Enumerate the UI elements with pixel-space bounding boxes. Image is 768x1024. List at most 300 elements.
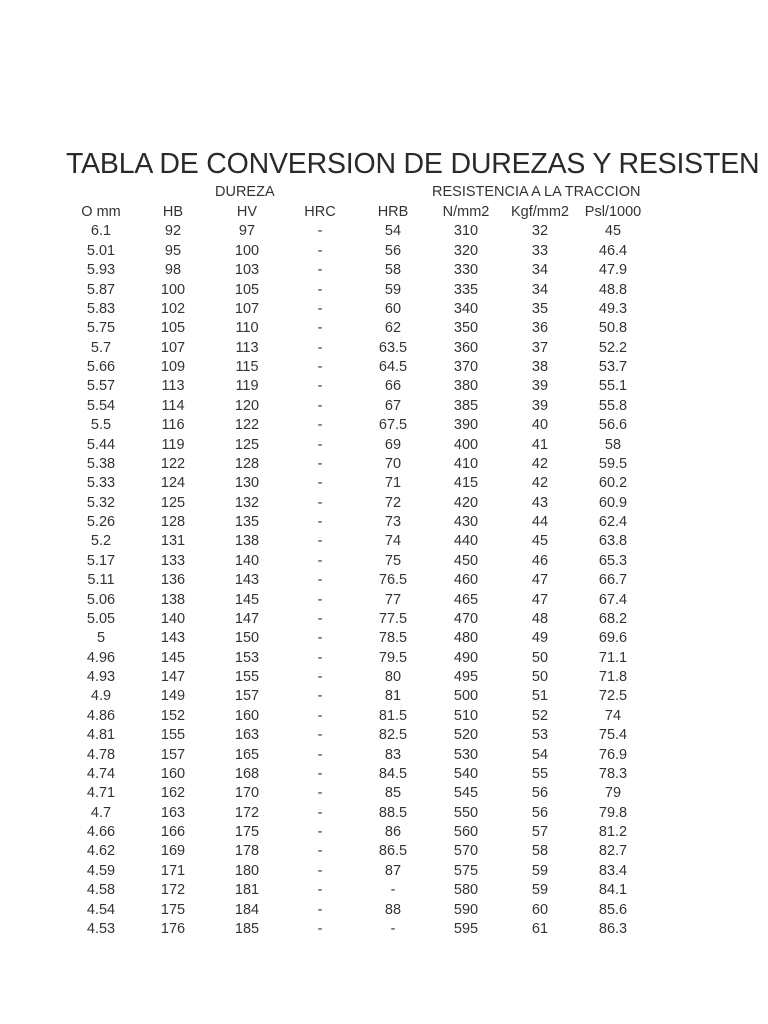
table-cell-hb: 98 [164, 262, 182, 279]
group-label-resistencia: RESISTENCIA A LA TRACCION [432, 184, 641, 200]
table-cell-hb: 131 [160, 533, 186, 550]
table-cell-hrb: 85 [384, 785, 402, 802]
table-cell-hb: 122 [160, 455, 186, 472]
table-row [0, 339, 768, 358]
table-row [0, 455, 768, 474]
table-cell-hb: 105 [160, 320, 186, 337]
table-cell-psi-1000: 81.2 [598, 824, 628, 840]
table-cell-hrb: 87 [384, 862, 402, 879]
table-cell-kgf-mm2: 48 [531, 610, 549, 627]
table-cell-o-mm: 5.75 [86, 320, 116, 337]
table-cell-hrc: - [317, 514, 323, 530]
table-cell-n-mm2: 570 [453, 843, 479, 860]
table-cell-hv: 120 [234, 397, 260, 414]
column-header-kgf-mm2: Kgf/mm2 [510, 204, 569, 220]
table-cell-kgf-mm2: 46 [531, 552, 549, 569]
conversion-table [0, 203, 768, 939]
table-cell-hrc: - [317, 746, 323, 763]
table-row [0, 474, 768, 493]
table-cell-hrc: - [317, 572, 323, 589]
table-row [0, 881, 768, 900]
table-cell-hb: 125 [160, 494, 186, 511]
table-row [0, 668, 768, 687]
table-cell-kgf-mm2: 33 [531, 242, 549, 259]
table-cell-hrb: 81.5 [378, 707, 408, 724]
table-cell-hrb: 59 [384, 281, 402, 298]
table-cell-hrc: - [317, 378, 323, 395]
table-cell-psi-1000: 68.2 [598, 610, 628, 627]
table-cell-hrb: 62 [384, 320, 402, 337]
table-cell-hrb: 67 [384, 397, 402, 414]
table-cell-psi-1000: 67.4 [598, 591, 628, 608]
table-cell-hv: 172 [234, 804, 260, 821]
table-cell-hv: 107 [234, 300, 260, 317]
table-cell-hrb: 81 [384, 688, 402, 705]
table-cell-hrc: - [317, 727, 323, 744]
table-cell-n-mm2: 550 [453, 804, 479, 821]
table-row [0, 804, 768, 823]
table-cell-kgf-mm2: 39 [531, 378, 549, 395]
table-cell-hb: 113 [161, 378, 185, 395]
table-cell-psi-1000: 76.9 [598, 746, 628, 763]
table-cell-hb: 95 [164, 242, 182, 259]
table-cell-hrb: 56 [384, 242, 402, 259]
table-cell-psi-1000: 50.8 [598, 320, 628, 337]
table-row [0, 397, 768, 416]
table-cell-hv: 105 [234, 281, 260, 298]
table-cell-hb: 147 [160, 669, 186, 685]
table-cell-psi-1000: 72.5 [598, 688, 628, 705]
table-cell-o-mm: 4.71 [86, 785, 116, 802]
table-cell-hv: 103 [234, 262, 260, 279]
table-cell-psi-1000: 53.7 [598, 359, 628, 375]
table-cell-kgf-mm2: 59 [531, 882, 549, 899]
table-cell-kgf-mm2: 56 [531, 804, 549, 821]
table-cell-o-mm: 5.26 [86, 514, 116, 530]
table-row [0, 823, 768, 842]
table-cell-kgf-mm2: 51 [531, 688, 549, 705]
table-cell-o-mm: 5.66 [86, 359, 116, 375]
table-cell-hrc: - [317, 359, 323, 375]
table-cell-o-mm: 5.7 [90, 339, 112, 356]
table-cell-hrb: 74 [384, 533, 402, 550]
table-cell-kgf-mm2: 42 [531, 475, 549, 492]
table-row [0, 281, 768, 300]
table-cell-hrc: - [317, 552, 323, 569]
table-cell-kgf-mm2: 36 [531, 320, 549, 337]
table-row [0, 222, 768, 241]
table-cell-hrb: 73 [384, 514, 402, 530]
table-cell-hrb: 67.5 [378, 417, 408, 434]
table-cell-hb: 171 [160, 862, 186, 879]
table-cell-hrb: 66 [384, 378, 402, 395]
table-cell-hrc: - [317, 494, 323, 511]
table-row [0, 319, 768, 338]
table-cell-hrc: - [317, 300, 323, 317]
table-cell-o-mm: 4.54 [86, 901, 116, 918]
table-cell-o-mm: 5.83 [86, 300, 116, 317]
table-cell-n-mm2: 335 [453, 281, 479, 298]
table-cell-n-mm2: 385 [453, 397, 479, 414]
table-cell-kgf-mm2: 53 [531, 727, 549, 744]
table-cell-psi-1000: 59.5 [598, 455, 628, 472]
table-cell-n-mm2: 415 [453, 475, 479, 492]
table-row [0, 629, 768, 648]
table-row [0, 707, 768, 726]
table-cell-psi-1000: 69.6 [598, 630, 628, 647]
table-header-row [0, 203, 768, 222]
table-cell-hv: 113 [235, 339, 259, 356]
table-cell-hb: 176 [160, 920, 186, 937]
table-cell-hv: 175 [234, 824, 260, 840]
table-cell-o-mm: 5.38 [86, 455, 116, 472]
table-cell-kgf-mm2: 60 [531, 901, 549, 918]
table-cell-psi-1000: 56.6 [598, 417, 628, 434]
table-cell-o-mm: 5.5 [90, 417, 112, 434]
table-cell-kgf-mm2: 47 [531, 591, 549, 608]
table-cell-hb: 166 [160, 824, 186, 840]
table-row [0, 552, 768, 571]
table-cell-psi-1000: 65.3 [598, 552, 628, 569]
table-cell-hrb: 84.5 [378, 765, 408, 782]
table-cell-n-mm2: 410 [453, 455, 479, 472]
table-cell-o-mm: 5.57 [86, 378, 116, 395]
table-cell-n-mm2: 465 [453, 591, 479, 608]
table-cell-hrb: 80 [384, 669, 402, 685]
table-cell-hv: 150 [234, 630, 260, 647]
table-cell-psi-1000: 60.2 [598, 475, 628, 492]
table-cell-o-mm: 4.66 [86, 824, 116, 840]
table-cell-hb: 116 [161, 417, 185, 434]
table-cell-psi-1000: 52.2 [598, 339, 628, 356]
table-cell-hb: 128 [160, 514, 186, 530]
table-cell-psi-1000: 75.4 [598, 727, 628, 744]
table-cell-hrb: 64.5 [378, 359, 408, 375]
table-cell-hb: 163 [160, 804, 186, 821]
table-cell-psi-1000: 71.1 [598, 649, 628, 666]
table-row [0, 300, 768, 319]
table-cell-hb: 136 [160, 572, 186, 589]
table-cell-hrc: - [317, 436, 323, 453]
table-cell-kgf-mm2: 61 [531, 920, 549, 937]
table-cell-hb: 119 [161, 436, 185, 453]
table-cell-hrb: 82.5 [378, 727, 408, 744]
table-cell-hb: 162 [160, 785, 186, 802]
table-row [0, 532, 768, 551]
table-cell-psi-1000: 58 [604, 436, 622, 453]
table-cell-hv: 163 [234, 727, 260, 744]
table-cell-hrc: - [317, 417, 323, 434]
table-cell-psi-1000: 85.6 [598, 901, 628, 918]
table-cell-n-mm2: 360 [453, 339, 479, 356]
table-cell-psi-1000: 78.3 [598, 765, 628, 782]
table-cell-hrb: 58 [384, 262, 402, 279]
table-cell-kgf-mm2: 56 [531, 785, 549, 802]
table-cell-o-mm: 5.01 [86, 242, 116, 259]
table-cell-n-mm2: 320 [453, 242, 479, 259]
table-cell-o-mm: 5.93 [86, 262, 116, 279]
table-cell-hb: 100 [160, 281, 186, 298]
table-cell-hrc: - [317, 785, 323, 802]
table-cell-n-mm2: 510 [453, 707, 479, 724]
table-cell-hv: 140 [234, 552, 260, 569]
table-cell-hrb: 79.5 [378, 649, 408, 666]
table-cell-psi-1000: 46.4 [598, 242, 628, 259]
table-cell-hrc: - [317, 688, 323, 705]
table-cell-hrb: 60 [384, 300, 402, 317]
table-row [0, 862, 768, 881]
table-cell-hrc: - [317, 339, 323, 356]
table-cell-hb: 143 [160, 630, 186, 647]
table-row [0, 842, 768, 861]
table-row [0, 571, 768, 590]
table-cell-n-mm2: 560 [453, 824, 479, 840]
table-cell-hrc: - [317, 882, 323, 899]
table-cell-kgf-mm2: 34 [531, 281, 549, 298]
table-cell-o-mm: 5.44 [86, 436, 116, 453]
table-row [0, 687, 768, 706]
table-cell-o-mm: 4.53 [86, 920, 116, 937]
table-cell-kgf-mm2: 45 [531, 533, 549, 550]
table-cell-hv: 100 [234, 242, 260, 259]
table-cell-kgf-mm2: 34 [531, 262, 549, 279]
table-cell-kgf-mm2: 52 [531, 707, 549, 724]
table-cell-hv: 185 [234, 920, 260, 937]
table-cell-hrc: - [317, 262, 323, 279]
table-cell-hv: 115 [235, 359, 259, 375]
table-cell-hv: 168 [234, 765, 260, 782]
table-cell-hv: 153 [234, 649, 260, 666]
table-cell-psi-1000: 48.8 [598, 281, 628, 298]
table-cell-o-mm: 4.81 [86, 727, 116, 744]
table-cell-psi-1000: 79 [604, 785, 622, 802]
table-row [0, 765, 768, 784]
table-cell-hrc: - [317, 804, 323, 821]
table-row [0, 746, 768, 765]
table-cell-kgf-mm2: 55 [531, 765, 549, 782]
table-cell-hv: 155 [234, 669, 260, 685]
table-cell-o-mm: 5.06 [86, 591, 116, 608]
table-row [0, 920, 768, 939]
table-cell-hrb: 77.5 [378, 610, 408, 627]
table-cell-hrc: - [317, 455, 323, 472]
table-cell-hv: 125 [234, 436, 260, 453]
table-cell-o-mm: 4.78 [86, 746, 116, 763]
table-cell-hrc: - [317, 901, 323, 918]
table-cell-hrc: - [317, 475, 323, 492]
table-cell-hv: 130 [234, 475, 260, 492]
table-cell-psi-1000: 82.7 [598, 843, 628, 860]
table-cell-n-mm2: 545 [453, 785, 479, 802]
table-cell-psi-1000: 83.4 [598, 862, 628, 879]
table-cell-o-mm: 4.96 [86, 649, 116, 666]
table-cell-hrb: 63.5 [378, 339, 408, 356]
table-cell-n-mm2: 470 [453, 610, 479, 627]
table-cell-hrb: 88.5 [378, 804, 408, 821]
table-cell-hb: 107 [160, 339, 186, 356]
table-cell-o-mm: 5.33 [86, 475, 116, 492]
table-cell-hv: 181 [234, 882, 260, 899]
table-cell-n-mm2: 440 [453, 533, 479, 550]
table-cell-kgf-mm2: 37 [531, 339, 549, 356]
table-row [0, 358, 768, 377]
table-cell-hrc: - [317, 824, 323, 840]
table-cell-o-mm: 4.62 [86, 843, 116, 860]
table-cell-hrb: 76.5 [378, 572, 408, 589]
table-row [0, 377, 768, 396]
table-cell-hrc: - [317, 649, 323, 666]
table-cell-hrb: 88 [384, 901, 402, 918]
table-cell-hv: 97 [238, 223, 256, 240]
column-header-hrc: HRC [304, 204, 336, 220]
table-cell-hrb: 78.5 [378, 630, 408, 647]
table-cell-hrc: - [317, 669, 323, 685]
table-cell-hrb: - [390, 882, 396, 899]
table-cell-psi-1000: 63.8 [598, 533, 628, 550]
table-row [0, 513, 768, 532]
table-cell-psi-1000: 79.8 [598, 804, 628, 821]
table-cell-kgf-mm2: 39 [531, 397, 549, 414]
table-cell-hv: 170 [234, 785, 260, 802]
table-cell-hrc: - [317, 281, 323, 298]
table-cell-psi-1000: 62.4 [598, 514, 628, 530]
table-cell-hb: 109 [160, 359, 186, 375]
column-header-n-mm2: N/mm2 [442, 204, 490, 220]
table-row [0, 726, 768, 745]
table-cell-n-mm2: 460 [453, 572, 479, 589]
table-cell-hrc: - [317, 242, 323, 259]
table-cell-hb: 102 [160, 300, 186, 317]
table-cell-n-mm2: 330 [453, 262, 479, 279]
table-cell-hv: 160 [234, 707, 260, 724]
table-cell-hb: 152 [160, 707, 186, 724]
table-cell-o-mm: 5 [96, 630, 106, 647]
table-cell-o-mm: 6.1 [90, 223, 112, 240]
table-row [0, 610, 768, 629]
table-cell-hb: 145 [160, 649, 186, 666]
table-cell-hv: 178 [234, 843, 260, 860]
table-cell-hv: 147 [234, 610, 260, 627]
table-cell-psi-1000: 71.8 [598, 669, 628, 685]
table-cell-hv: 145 [234, 591, 260, 608]
table-cell-n-mm2: 595 [453, 920, 479, 937]
table-cell-hrc: - [317, 630, 323, 647]
table-cell-psi-1000: 55.8 [598, 397, 628, 414]
table-cell-n-mm2: 575 [453, 862, 479, 879]
table-cell-hrb: 54 [384, 223, 402, 240]
table-cell-hv: 138 [234, 533, 260, 550]
table-cell-hv: 184 [234, 901, 260, 918]
table-cell-kgf-mm2: 40 [531, 417, 549, 434]
table-cell-hrc: - [317, 591, 323, 608]
table-cell-hv: 157 [234, 688, 260, 705]
table-cell-hrb: 86.5 [378, 843, 408, 860]
table-cell-n-mm2: 430 [453, 514, 479, 530]
table-cell-n-mm2: 370 [453, 359, 479, 375]
table-cell-hb: 169 [160, 843, 186, 860]
table-cell-o-mm: 4.93 [86, 669, 116, 685]
column-header-o-mm: O mm [81, 204, 121, 220]
table-cell-n-mm2: 380 [453, 378, 479, 395]
table-cell-hv: 135 [234, 514, 260, 530]
table-cell-n-mm2: 530 [453, 746, 479, 763]
table-row [0, 591, 768, 610]
column-header-hv: HV [236, 204, 258, 220]
table-cell-hrc: - [317, 843, 323, 860]
table-row [0, 416, 768, 435]
table-row [0, 494, 768, 513]
document-title: TABLA DE CONVERSION DE DUREZAS Y RESISTEN [66, 148, 760, 180]
table-cell-kgf-mm2: 57 [531, 824, 549, 840]
table-row [0, 261, 768, 280]
table-cell-hrb: 75 [384, 552, 402, 569]
table-cell-n-mm2: 480 [453, 630, 479, 647]
table-cell-psi-1000: 60.9 [598, 494, 628, 511]
table-cell-o-mm: 4.9 [90, 688, 112, 705]
table-cell-psi-1000: 47.9 [598, 262, 628, 279]
table-cell-hb: 149 [160, 688, 186, 705]
table-cell-kgf-mm2: 42 [531, 455, 549, 472]
table-cell-kgf-mm2: 49 [531, 630, 549, 647]
table-cell-hrb: 72 [384, 494, 402, 511]
table-cell-hv: 132 [234, 494, 260, 511]
table-cell-hb: 175 [160, 901, 186, 918]
table-cell-hb: 138 [160, 591, 186, 608]
table-cell-psi-1000: 66.7 [598, 572, 628, 589]
group-label-dureza: DUREZA [215, 184, 275, 200]
table-cell-o-mm: 4.58 [86, 882, 116, 899]
table-cell-hrc: - [317, 533, 323, 550]
table-cell-kgf-mm2: 38 [531, 359, 549, 375]
table-cell-hrc: - [317, 223, 323, 240]
table-cell-psi-1000: 86.3 [598, 920, 628, 937]
table-cell-hrb: 69 [384, 436, 402, 453]
table-cell-n-mm2: 400 [453, 436, 479, 453]
table-cell-hrb: - [390, 920, 396, 937]
table-cell-hrc: - [317, 610, 323, 627]
table-cell-o-mm: 5.54 [86, 397, 116, 414]
table-row [0, 784, 768, 803]
table-cell-hv: 128 [234, 455, 260, 472]
table-cell-kgf-mm2: 59 [531, 862, 549, 879]
table-cell-kgf-mm2: 50 [531, 669, 549, 685]
table-cell-hb: 157 [160, 746, 186, 763]
table-cell-kgf-mm2: 32 [531, 223, 549, 240]
table-cell-hrb: 77 [384, 591, 402, 608]
table-cell-kgf-mm2: 41 [531, 436, 549, 453]
table-cell-o-mm: 5.11 [87, 572, 115, 589]
table-cell-hb: 133 [160, 552, 186, 569]
table-cell-n-mm2: 350 [453, 320, 479, 337]
table-cell-n-mm2: 420 [453, 494, 479, 511]
table-cell-hv: 119 [235, 378, 259, 395]
table-cell-n-mm2: 390 [453, 417, 479, 434]
table-cell-kgf-mm2: 44 [531, 514, 549, 530]
table-cell-hrc: - [317, 920, 323, 937]
table-row [0, 242, 768, 261]
table-cell-hrc: - [317, 320, 323, 337]
table-cell-psi-1000: 55.1 [598, 378, 628, 395]
column-header-hb: HB [162, 204, 184, 220]
table-cell-kgf-mm2: 47 [531, 572, 549, 589]
table-cell-n-mm2: 520 [453, 727, 479, 744]
table-cell-hv: 180 [234, 862, 260, 879]
table-cell-hv: 110 [235, 320, 259, 337]
table-cell-hb: 124 [160, 475, 186, 492]
table-cell-hb: 172 [160, 882, 186, 899]
table-cell-n-mm2: 540 [453, 765, 479, 782]
table-cell-hrb: 70 [384, 455, 402, 472]
